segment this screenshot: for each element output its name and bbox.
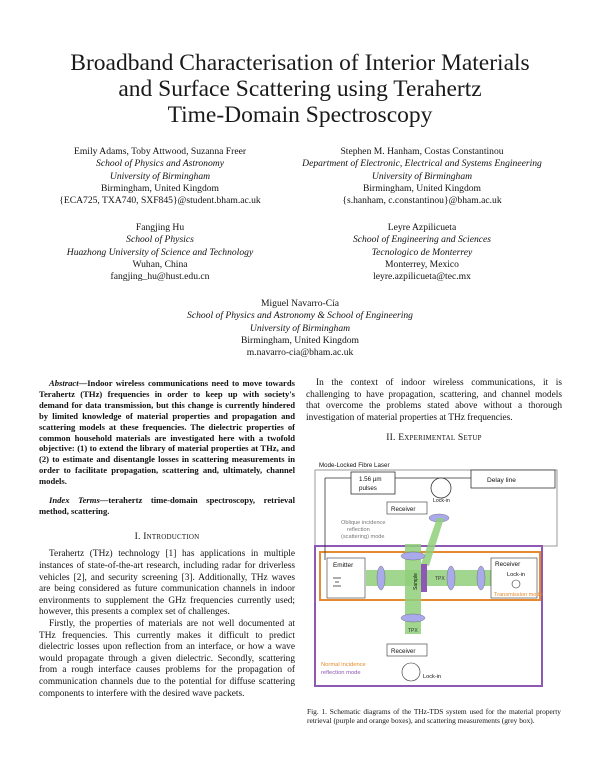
bottom-lockin-label: Lock-in [423, 674, 442, 680]
setup-schematic-figure [311, 458, 561, 702]
oblique-label-1: Oblique incidence [341, 520, 386, 526]
author-institution: University of Birmingham [249, 322, 351, 334]
author-department: Department of Electronic, Electrical and Systems Engineering [302, 158, 542, 170]
bottom-lens [401, 614, 425, 622]
author-email: {s.hanham, c.constantinou}@bham.ac.uk [342, 195, 502, 207]
sample-slab [421, 564, 427, 592]
oblique-beam [421, 518, 444, 566]
author-email: leyre.azpilicueta@tec.mx [373, 271, 471, 283]
author-names: Stephen M. Hanham, Costas Constantinou [340, 146, 504, 157]
author-block-3 [40, 222, 280, 283]
author-institution: University of Birmingham [371, 170, 473, 182]
oblique-label-2: reflection [347, 527, 370, 533]
author-email: {ECA725, TXA740, SXF845}@student.bham.ac.uk [59, 195, 261, 207]
title-line-2: and Surface Scattering using Terahertz [118, 76, 482, 102]
author-block-1 [40, 146, 280, 207]
title-line-1: Broadband Characterisation of Interior Materials [70, 50, 530, 76]
left-lens [377, 566, 385, 590]
bottom-lockin-circle [402, 663, 420, 681]
author-email: m.navarro-cia@bham.ac.uk [246, 347, 354, 359]
bottom-receiver-label: Receiver [391, 648, 416, 655]
author-department: School of Engineering and Sciences [352, 234, 491, 246]
author-location: Birmingham, United Kingdom [240, 334, 360, 346]
delay-line-label: Delay line [487, 477, 516, 484]
intro-paragraph-1: Terahertz (THz) technology [1] has applications in multiple instances of state-of-the-art research, including radar for driverless vehicles [2], and security screening [3]. Additionally, THz waves are being considered as future communication channels in indoor environments to supplement the GHz frequencies currently used; however, this presents a complex set of challenges. [39, 549, 295, 618]
far-right-lens [477, 566, 485, 590]
title-line-3: Time-Domain Spectroscopy [167, 102, 433, 128]
normal-label-1: Normal incidence [321, 662, 366, 668]
author-names: Leyre Azpilicueta [387, 222, 457, 233]
author-institution: University of Birmingham [109, 170, 211, 182]
pulse-label-1: 1.56 µm [359, 476, 382, 483]
author-email: fangjing_hu@hust.edu.cn [110, 271, 210, 283]
abstract-label: Abstract [49, 378, 79, 388]
author-institution: Tecnologico de Monterrey [371, 246, 473, 258]
top-lockin-circle [431, 478, 451, 498]
transmission-label: Transmission mode [494, 592, 543, 598]
upper-lens [401, 552, 425, 560]
author-block-4 [282, 222, 562, 283]
intro-paragraph-2: Firstly, the properties of materials are not well documented at THz frequencies. This currently makes it difficult to predict dielectric losses upon reflection from an interface, or how a wave would propagate through a given dielectric. Secondly, scattering from a rough interface causes problems for the propagation of communication channels due to the potential for diffuse scattering components to interfere with the desired wave packets. [39, 619, 295, 699]
right-lens [447, 566, 455, 590]
author-names: Fangjing Hu [135, 222, 185, 233]
index-terms-text: —terahertz time-domain spectroscopy, retrieval method, scattering. [39, 495, 295, 516]
right-lockin-circle [512, 580, 520, 588]
oblique-label-3: (scattering) mode [341, 534, 385, 540]
index-terms [39, 495, 295, 517]
author-block-5 [120, 298, 480, 359]
abstract [39, 378, 295, 487]
right-lockin-label: Lock-in [507, 572, 526, 578]
author-institution: Huazhong University of Science and Technology [66, 246, 254, 258]
figure-caption: Fig. 1. Schematic diagrams of the THz-TDS system used for the material property retrieval (purple and orange boxes), and scattering measurements (grey box). [307, 707, 561, 726]
author-block-2 [282, 146, 562, 207]
sample-label: Sample [413, 573, 419, 590]
abstract-text: —Indoor wireless communications need to move towards Terahertz (THz) frequencies in order to keep up with society's demand for data transmission, but this change is currently hindered by limited knowledge of material properties and propagation and scattering models at these frequencies. The dielectric properties of common household materials are investigated here with a twofold objective: (1) to extend the library of material properties at THz, and (2) to estimate and disentangle losses in scattering measurements in order to facilitate propagation, scattering and, ultimately, channel models. [39, 378, 295, 487]
author-department: School of Physics [126, 234, 194, 246]
top-receiver-label: Receiver [391, 506, 416, 513]
pulse-label-2: pulses [359, 485, 377, 492]
index-terms-label: Index Terms [49, 495, 100, 506]
author-department: School of Physics and Astronomy & School of Engineering [187, 310, 413, 322]
paper-title [40, 50, 560, 128]
author-location: Monterrey, Mexico [385, 258, 459, 270]
laser-label: Mode-Locked Fibre Laser [319, 462, 390, 469]
tpx-label-1: TPX [435, 576, 445, 582]
emitter-label: Emitter [333, 562, 354, 569]
author-names: Miguel Navarro-Cía [260, 298, 340, 309]
normal-label-2: reflection mode [321, 670, 361, 676]
right-receiver-label: Receiver [495, 561, 521, 568]
author-department: School of Physics and Astronomy [96, 158, 224, 170]
right-paragraph-1: In the context of indoor wireless communications, it is challenging to have propagation, scattering, and channel models that overcome the problems stated above without a thorough investigation of material properties at THz frequencies. [306, 378, 562, 423]
right-column [306, 378, 562, 451]
author-location: Birmingham, United Kingdom [362, 182, 482, 194]
author-location: Birmingham, United Kingdom [100, 182, 220, 194]
top-lockin-label: Lock-in [433, 498, 450, 504]
author-names: Emily Adams, Toby Attwood, Suzanna Freer [73, 146, 247, 157]
tpx-label-2: TPX [408, 628, 418, 634]
left-column [39, 378, 295, 700]
author-location: Wuhan, China [132, 258, 188, 270]
section-heading-introduction: I. Introduction [134, 530, 200, 542]
section-heading-experimental-setup: II. Experimental Setup [386, 432, 482, 444]
